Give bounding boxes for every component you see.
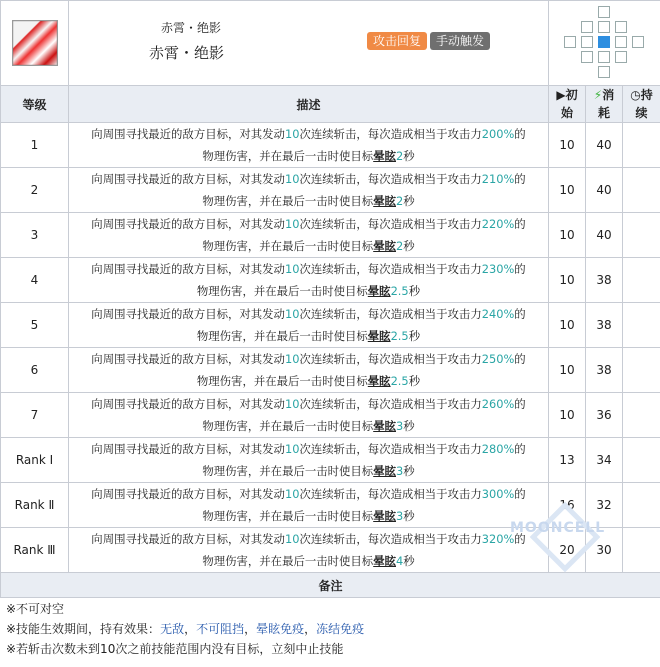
table-row bbox=[1, 123, 660, 168]
skill-icon-cell bbox=[1, 1, 69, 86]
duration-cell bbox=[623, 123, 660, 168]
duration-cell bbox=[623, 168, 660, 213]
cost-cell: 38 bbox=[586, 348, 623, 393]
table-row bbox=[1, 438, 660, 483]
description-cell: 向周围寻找最近的敌方目标，对其发动10次连续斩击，每次造成相当于攻击力220%的 物理伤害，并在最后一击时使目标晕眩2秒 bbox=[69, 213, 549, 258]
range-cell bbox=[598, 6, 610, 18]
initial-cell: 10 bbox=[549, 123, 586, 168]
range-cell bbox=[581, 21, 593, 33]
range-cell bbox=[581, 51, 593, 63]
duration-cell bbox=[623, 393, 660, 438]
attack-range bbox=[549, 1, 660, 86]
cost-cell: 40 bbox=[586, 213, 623, 258]
table-row bbox=[1, 168, 660, 213]
description-cell: 向周围寻找最近的敌方目标，对其发动10次连续斩击，每次造成相当于攻击力260%的 物理伤害，并在最后一击时使目标晕眩3秒 bbox=[69, 393, 549, 438]
clock-icon: ◷ bbox=[630, 88, 641, 102]
level-cell: 5 bbox=[1, 303, 69, 348]
duration-cell bbox=[623, 348, 660, 393]
range-cell bbox=[581, 36, 593, 48]
table-row bbox=[1, 348, 660, 393]
initial-cell: 10 bbox=[549, 168, 586, 213]
range-cell-self bbox=[598, 36, 610, 48]
initial-cell: 10 bbox=[549, 213, 586, 258]
skill-header bbox=[69, 1, 549, 86]
table-row bbox=[1, 393, 660, 438]
description-cell: 向周围寻找最近的敌方目标，对其发动10次连续斩击，每次造成相当于攻击力300%的 物理伤害，并在最后一击时使目标晕眩3秒 bbox=[69, 483, 549, 528]
level-cell: Rank Ⅰ bbox=[1, 438, 69, 483]
col-description: 描述 bbox=[69, 86, 549, 123]
col-duration: ◷持 续 bbox=[623, 86, 660, 123]
skill-name-small: 赤霄・绝影 bbox=[161, 21, 222, 35]
cost-cell: 34 bbox=[586, 438, 623, 483]
level-cell: 7 bbox=[1, 393, 69, 438]
range-cell bbox=[615, 21, 627, 33]
watermark: MOONCELL bbox=[510, 520, 606, 536]
level-cell: 4 bbox=[1, 258, 69, 303]
level-cell: Rank Ⅲ bbox=[1, 528, 69, 573]
level-cell: Rank Ⅱ bbox=[1, 483, 69, 528]
tag-attack-recovery: 攻击回复 bbox=[367, 32, 427, 50]
initial-cell: 10 bbox=[549, 303, 586, 348]
cost-cell: 38 bbox=[586, 258, 623, 303]
col-level: 等级 bbox=[1, 86, 69, 123]
duration-cell bbox=[623, 303, 660, 348]
bolt-icon: ⚡ bbox=[593, 88, 603, 102]
range-cell bbox=[632, 36, 644, 48]
note-line: ※若斩击次数未到10次之前技能范围内没有目标，立刻中止技能 bbox=[6, 642, 344, 656]
description-cell: 向周围寻找最近的敌方目标，对其发动10次连续斩击，每次造成相当于攻击力200%的 物理伤害，并在最后一击时使目标晕眩2秒 bbox=[69, 123, 549, 168]
table-row bbox=[1, 213, 660, 258]
duration-cell bbox=[623, 483, 660, 528]
description-cell: 向周围寻找最近的敌方目标，对其发动10次连续斩击，每次造成相当于攻击力250%的 物理伤害，并在最后一击时使目标晕眩2.5秒 bbox=[69, 348, 549, 393]
duration-cell bbox=[623, 528, 660, 573]
cost-cell: 40 bbox=[586, 123, 623, 168]
cost-cell: 38 bbox=[586, 303, 623, 348]
cost-cell: 30 bbox=[586, 528, 623, 573]
description-cell: 向周围寻找最近的敌方目标，对其发动10次连续斩击，每次造成相当于攻击力320%的 物理伤害，并在最后一击时使目标晕眩4秒 bbox=[69, 528, 549, 573]
range-cell bbox=[615, 36, 627, 48]
tag-manual-trigger: 手动触发 bbox=[430, 32, 490, 50]
initial-cell: 20 bbox=[549, 528, 586, 573]
initial-cell: 10 bbox=[549, 393, 586, 438]
description-cell: 向周围寻找最近的敌方目标，对其发动10次连续斩击，每次造成相当于攻击力230%的 物理伤害，并在最后一击时使目标晕眩2.5秒 bbox=[69, 258, 549, 303]
level-cell: 6 bbox=[1, 348, 69, 393]
skill-name: 赤霄・绝影 bbox=[149, 44, 225, 62]
duration-cell bbox=[623, 438, 660, 483]
initial-cell: 13 bbox=[549, 438, 586, 483]
cost-cell: 36 bbox=[586, 393, 623, 438]
duration-cell bbox=[623, 258, 660, 303]
description-cell: 向周围寻找最近的敌方目标，对其发动10次连续斩击，每次造成相当于攻击力240%的 物理伤害，并在最后一击时使目标晕眩2.5秒 bbox=[69, 303, 549, 348]
description-cell: 向周围寻找最近的敌方目标，对其发动10次连续斩击，每次造成相当于攻击力280%的 物理伤害，并在最后一击时使目标晕眩3秒 bbox=[69, 438, 549, 483]
range-cell bbox=[615, 51, 627, 63]
note-line: ※不可对空 bbox=[6, 602, 65, 616]
initial-cell: 16 bbox=[549, 483, 586, 528]
col-cost: ⚡消 耗 bbox=[586, 86, 623, 123]
notes bbox=[6, 599, 364, 659]
col-initial: ▶初 始 bbox=[549, 86, 586, 123]
note-line: ※技能生效期间，持有效果：无敌，不可阻挡，晕眩免疫，冻结免疫 bbox=[6, 622, 365, 636]
level-cell: 2 bbox=[1, 168, 69, 213]
range-cell bbox=[598, 66, 610, 78]
notes-header: 备注 bbox=[1, 573, 660, 598]
range-cell bbox=[598, 51, 610, 63]
duration-cell bbox=[623, 213, 660, 258]
description-cell: 向周围寻找最近的敌方目标，对其发动10次连续斩击，每次造成相当于攻击力210%的 物理伤害，并在最后一击时使目标晕眩2秒 bbox=[69, 168, 549, 213]
initial-cell: 10 bbox=[549, 348, 586, 393]
range-cell bbox=[564, 36, 576, 48]
range-cell bbox=[598, 21, 610, 33]
table-row bbox=[1, 303, 660, 348]
cost-cell: 32 bbox=[586, 483, 623, 528]
table-row bbox=[1, 258, 660, 303]
play-icon: ▶ bbox=[556, 88, 566, 102]
level-cell: 3 bbox=[1, 213, 69, 258]
skill-icon bbox=[12, 20, 58, 66]
initial-cell: 10 bbox=[549, 258, 586, 303]
cost-cell: 40 bbox=[586, 168, 623, 213]
level-cell: 1 bbox=[1, 123, 69, 168]
